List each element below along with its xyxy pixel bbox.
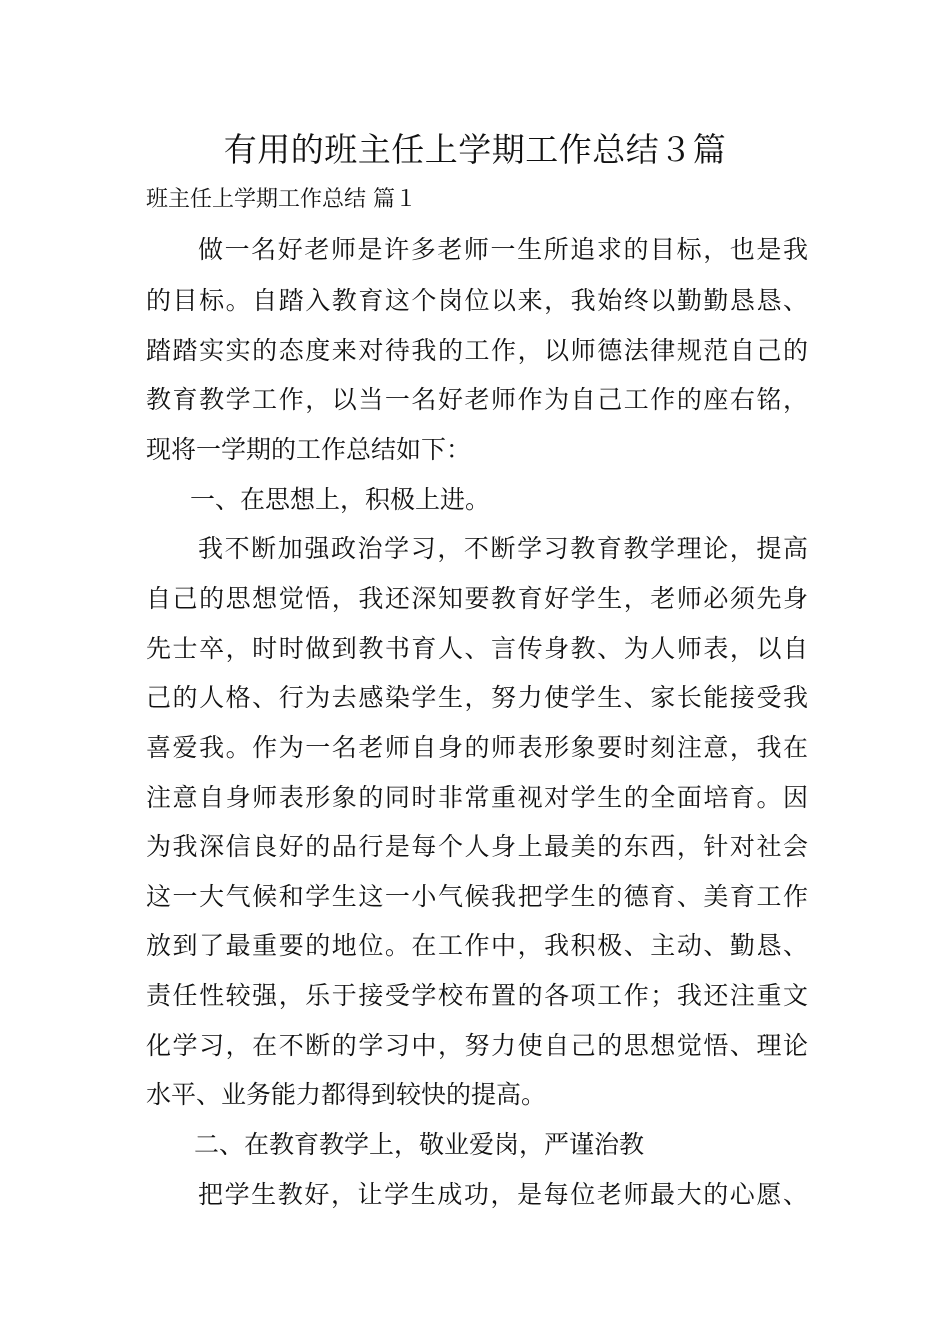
- paragraph-line: 踏踏实实的态度来对待我的工作，以师德法律规范自己的: [146, 336, 808, 365]
- paragraph-line: 教育教学工作，以当一名好老师作为自己工作的座右铭，: [146, 385, 808, 414]
- paragraph-line: 先士卒，时时做到教书育人、言传身教、为人师表，以自: [146, 634, 808, 663]
- document-title: 有用的班主任上学期工作总结３篇: [223, 130, 727, 169]
- paragraph-line: 自己的思想觉悟，我还深知要教育好学生，老师必须先身: [146, 584, 808, 613]
- paragraph-line: 做一名好老师是许多老师一生所追求的目标，也是我: [198, 235, 808, 264]
- subheading-line: 一、在思想上，积极上进。: [190, 485, 491, 514]
- paragraph-line: 水平、业务能力都得到较快的提高。: [146, 1080, 547, 1109]
- paragraph-line: 注意自身师表形象的同时非常重视对学生的全面培育。因: [146, 783, 808, 812]
- paragraph-line: 化学习，在不断的学习中，努力使自己的思想觉悟、理论: [146, 1031, 808, 1060]
- paragraph-line: 责任性较强，乐于接受学校布置的各项工作；我还注重文: [146, 981, 808, 1010]
- paragraph-line: 这一大气候和学生这一小气候我把学生的德育、美育工作: [146, 882, 808, 911]
- paragraph-line: 的目标。自踏入教育这个岗位以来，我始终以勤勤恳恳、: [146, 286, 808, 315]
- paragraph-line: 己的人格、行为去感染学生，努力使学生、家长能接受我: [146, 683, 808, 712]
- subheading-line: 二、在教育教学上，敬业爱岗，严谨治教: [194, 1130, 645, 1159]
- paragraph-line: 喜爱我。作为一名老师自身的师表形象要时刻注意，我在: [146, 733, 808, 762]
- paragraph-line: 放到了最重要的地位。在工作中，我积极、主动、勤恳、: [146, 931, 808, 960]
- paragraph-line: 把学生教好，让学生成功，是每位老师最大的心愿、: [198, 1180, 808, 1209]
- paragraph-line: 为我深信良好的品行是每个人身上最美的东西，针对社会: [146, 832, 808, 861]
- section-heading: 班主任上学期工作总结 篇１: [146, 187, 417, 212]
- paragraph-line: 我不断加强政治学习，不断学习教育教学理论，提高: [198, 534, 808, 563]
- paragraph-line: 现将一学期的工作总结如下：: [146, 435, 472, 464]
